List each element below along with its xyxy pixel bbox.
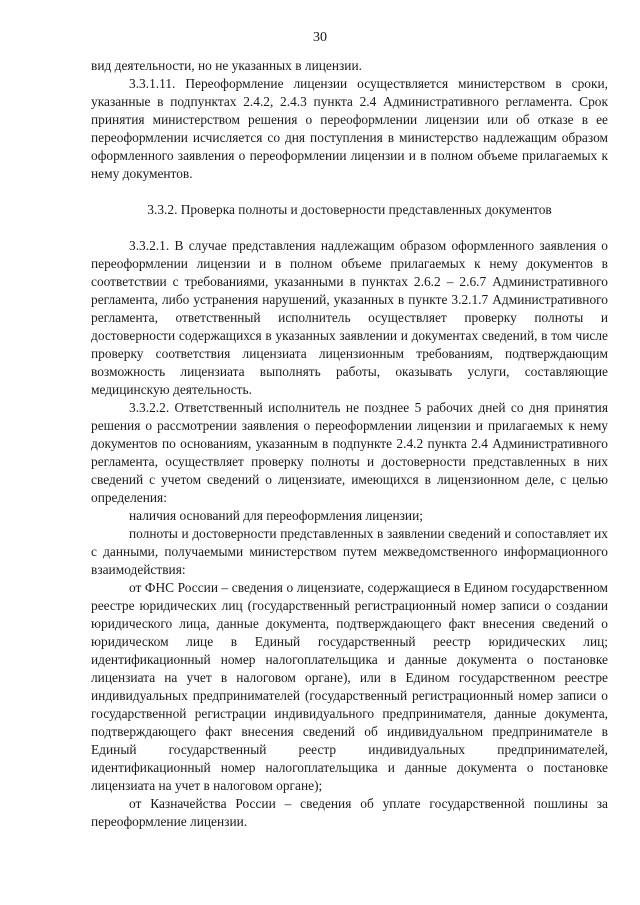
- document-body: [91, 57, 608, 831]
- paragraph-3-3-2-1: 3.3.2.1. В случае представления надлежащим образом оформленного заявления о переоформлении лицензии и в полном объеме прилагаемых к нему документов в соответствии с требованиями, указанными в пунктах 2.6.2 – 2.6.7 Административного регламента, либо устранения нарушений, указанных в пункте 3.2.1.7 Административного регламента, ответственный исполнитель осуществляет проверку полноты и достоверности содержащихся в указанных заявлении и документах сведений, в том числе проверку соответствия лицензиата лицензионным требованиям, подтверждающим возможность лицензиата выполнять работы, оказывать услуги, составляющие медицинскую деятельность.: [91, 238, 608, 397]
- paragraph-fns-russia: от ФНС России – сведения о лицензиате, содержащиеся в Едином государственном реестре юридических лиц (государственный регистрационный номер записи о создании юридического лица, данные документа, подтверждающего факт внесения сведений о юридическом лице в Единый государственный реестр юридических лиц; идентификационный номер налогоплательщика и данные документа о постановке лицензиата на учет в налоговом органе), или в Едином государственном реестре индивидуальных предпринимателей (государственный регистрационный номер записи о государственной регистрации индивидуального предпринимателя, данные документа, подтверждающего факт внесения сведений об индивидуальном предпринимателе в Единый государственный реестр индивидуальных предпринимателей, идентификационный номер налогоплательщика и данные документа о постановке лицензиата на учет в налоговом органе);: [91, 580, 608, 793]
- paragraph-grounds: наличия оснований для переоформления лицензии;: [129, 508, 423, 523]
- paragraph-3-3-2-2: 3.3.2.2. Ответственный исполнитель не позднее 5 рабочих дней со дня принятия решения о рассмотрении заявления о переоформлении лицензии и прилагаемых к нему документов по основаниям, указанным в подпункте 2.4.2 пункта 2.4 Административного регламента, осуществляет проверку полноты и достоверности представленных в них сведений с учетом сведений о лицензиате, имеющихся в лицензионном деле, с целью определения:: [91, 400, 608, 505]
- page-number: 30: [313, 30, 327, 45]
- paragraph-3-3-1-11: 3.3.1.11. Переоформление лицензии осуществляется министерством в сроки, указанные в подпунктах 2.4.2, 2.4.3 пункта 2.4 Административного регламента. Срок принятия министерством решения о переоформлении лицензии или об отказе в ее переоформлении исчисляется со дня поступления в министерство надлежащим образом оформленного заявления о переоформлении лицензии и в полном объеме прилагаемых к нему документов.: [91, 76, 608, 181]
- paragraph-intro-tail: вид деятельности, но не указанных в лицензии.: [91, 58, 362, 73]
- section-heading-3-3-2: 3.3.2. Проверка полноты и достоверности представленных документов: [147, 202, 552, 217]
- paragraph-completeness: полноты и достоверности представленных в заявлении сведений и сопоставляет их с данными, получаемыми министерством путем межведомственного информационного взаимодействия:: [91, 526, 608, 577]
- paragraph-treasury-russia: от Казначейства России – сведения об уплате государственной пошлины за переоформление лицензии.: [91, 796, 608, 829]
